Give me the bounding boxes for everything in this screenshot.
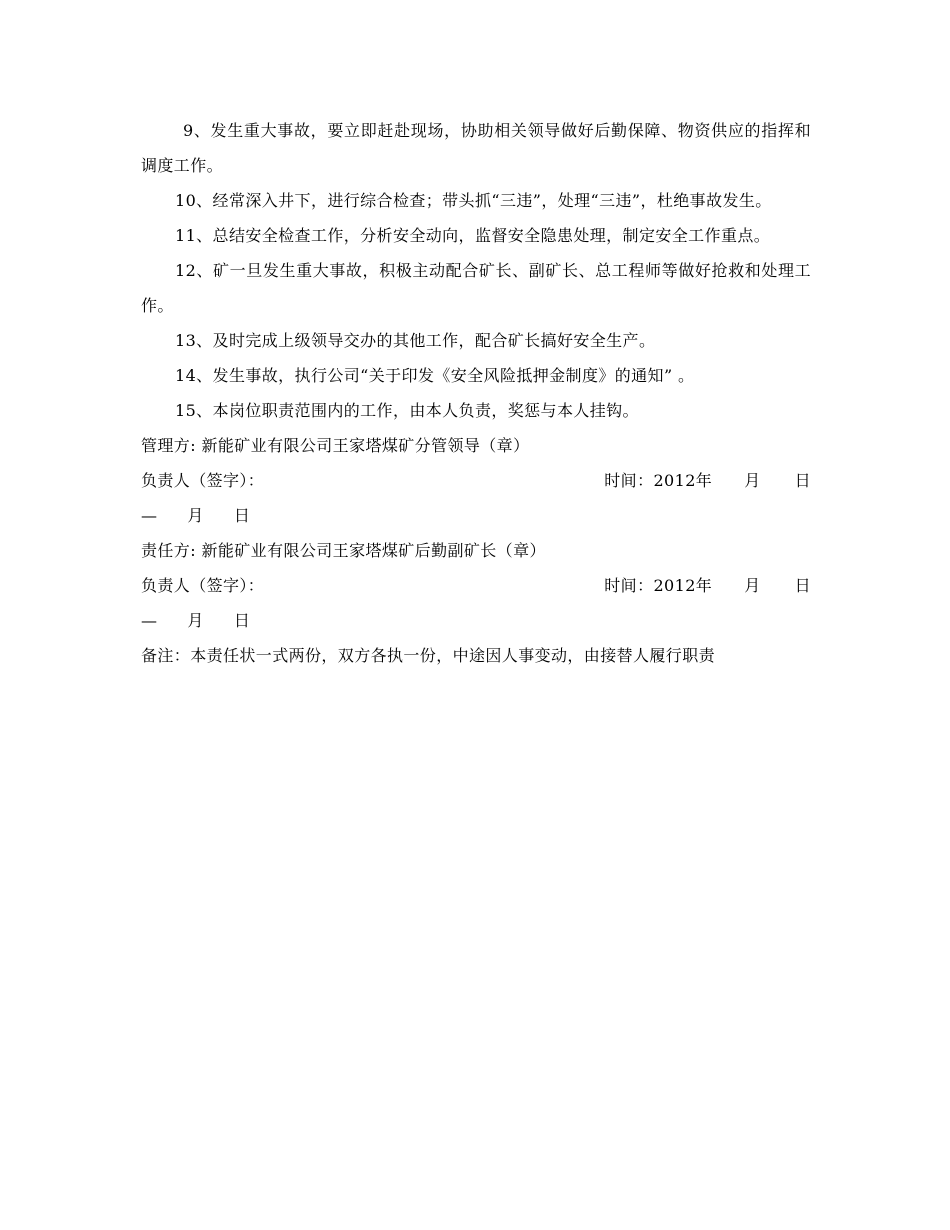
clause-11: 11、总结安全检查工作，分析安全动向，监督安全隐患处理，制定安全工作重点。 bbox=[175, 226, 771, 245]
clause-9: 9、发生重大事故，要立即赶赴现场，协助相关领导做好后勤保障、物资供应的指挥和调度工作。 bbox=[141, 121, 811, 175]
management-day-label: 日 bbox=[794, 471, 811, 490]
management-party: 管理方: 新能矿业有限公司王家塔煤矿分管领导（章） bbox=[141, 436, 530, 455]
management-time-label: 时间：2012年 bbox=[604, 471, 713, 490]
management-date-continuation bbox=[141, 498, 811, 533]
responsibility-day-label: 日 bbox=[794, 576, 811, 595]
management-signer-label: 负责人（签字）： bbox=[141, 471, 265, 490]
responsibility-sign-row bbox=[141, 568, 811, 603]
clause-10: 10、经常深入井下，进行综合检查；带头抓“三违”，处理“三违”，杜绝事故发生。 bbox=[175, 191, 772, 210]
management-month-label: 月 bbox=[744, 471, 761, 490]
management-end-month: 月 bbox=[187, 506, 204, 525]
management-dash: — bbox=[141, 506, 158, 525]
clause-15: 15、本岗位职责范围内的工作，由本人负责，奖惩与本人挂钩。 bbox=[175, 401, 639, 420]
clause-12: 12、矿一旦发生重大事故，积极主动配合矿长、副矿长、总工程师等做好抢救和处理工作。 bbox=[141, 261, 811, 315]
responsibility-end-day: 日 bbox=[233, 611, 251, 630]
responsibility-signer-label: 负责人（签字）： bbox=[141, 576, 265, 595]
responsibility-party: 责任方: 新能矿业有限公司王家塔煤矿后勤副矿长（章） bbox=[141, 541, 546, 560]
clause-13: 13、及时完成上级领导交办的其他工作，配合矿长搞好安全生产。 bbox=[175, 331, 656, 350]
clause-14: 14、发生事故，执行公司“关于印发《安全风险抵押金制度》的通知” 。 bbox=[175, 366, 695, 385]
management-sign-row bbox=[141, 463, 811, 498]
responsibility-date-continuation bbox=[141, 603, 811, 638]
management-end-day: 日 bbox=[233, 506, 251, 525]
responsibility-dash: — bbox=[141, 611, 158, 630]
document-body bbox=[141, 113, 811, 673]
responsibility-time bbox=[604, 568, 811, 603]
responsibility-time-label: 时间：2012年 bbox=[604, 576, 713, 595]
responsibility-month-label: 月 bbox=[744, 576, 761, 595]
management-time bbox=[604, 463, 811, 498]
responsibility-end-month: 月 bbox=[187, 611, 204, 630]
remark: 备注：本责任状一式两份，双方各执一份，中途因人事变动，由接替人履行职责 bbox=[141, 646, 716, 665]
